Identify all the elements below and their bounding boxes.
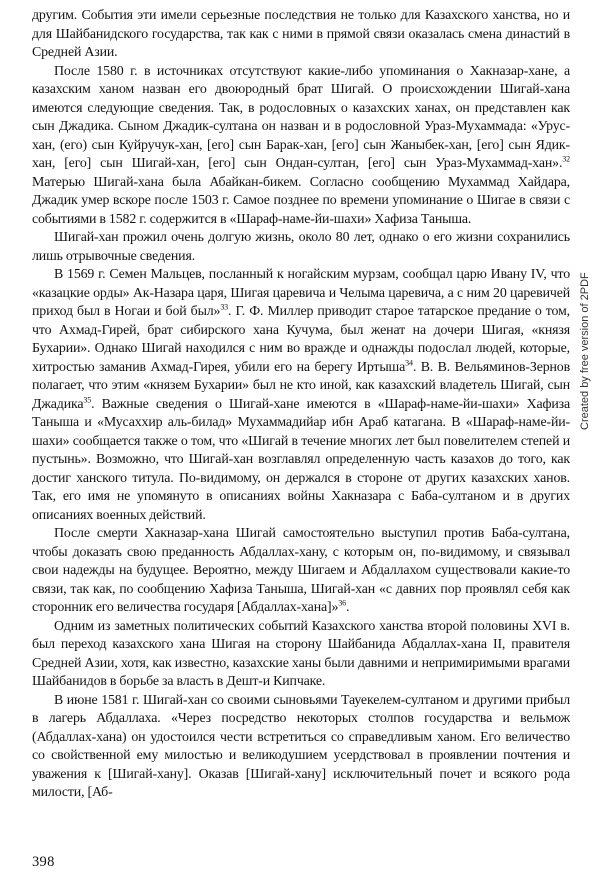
footnote-ref: 32 bbox=[562, 154, 570, 164]
body-text bbox=[32, 7, 570, 803]
paragraph-text: В 1569 г. Семен Мальцев, посланный к ногайским мурзам, сообщал царю Ивану IV, что «казацкие орды» Ак-Назара царя, Шигая царевича и Челыма царевича, а с ним 20 царевичей приход был в Ногаи и бой был» bbox=[32, 267, 570, 319]
paragraph bbox=[32, 618, 570, 692]
paragraph-text: . В. В. Вельяминов-Зернов полагает, что этим «князем Бухарии» был не кто иной, как казахский владетель Шигай, сын Джадика bbox=[32, 359, 570, 412]
paragraph-text: Матерью Шигай-хана была Абайкан-бикем. Согласно сообщению Мухаммад Хайдара, Джадик умер вскоре после 1503 г. Самое позднее по времени упоминание о Шигае в связи с событиями в 1582 г. содержится в «Шараф-наме-йи-шахи» Хафиза Таныша. bbox=[32, 174, 570, 227]
paragraph-text: Одним из заметных политических событий Казахского ханства второй половины XVI в. был переход казахского хана Шигая на сторону Шайбанида Абдаллах-хана II, правителя Средней Азии, хотя, как известно, казахские ханы были давними и непримиримыми врагами Шайбанидов в борьбе за власть в Дешт-и Кипчаке. bbox=[32, 618, 570, 689]
footnote-ref: 35 bbox=[83, 394, 92, 404]
paragraph-text: В июне 1581 г. Шигай-хан со своими сыновьями Тауекелем-султаном и другими прибыл в лагерь Абдаллаха. «Через посредство некоторых столпов государства и вельмож (Абдаллах-хана) он удостоился чести встретиться со справедливым ханом. Его величество со свойственной ему милостью и великодушием усердствовал в проявлении почтения и уважения к [Шигай-хану]. Оказав [Шигай-хану] исключительный почет и всякого рода милости, [Аб- bbox=[32, 692, 570, 800]
paragraph-text: . Важные сведения о Шигай-хане имеются в «Шараф-наме-йи-шахи» Хафиза Таныша и «Мусаххир аль-билад» Мухаммадийар ибн Араб катагана. В «Шараф-наме-йи-шахи» сообщается также о том, что «Шигай в течение многих лет был повелителем степей и пустынь». Возможно, что Шигай-хан возглавлял определенную часть казахов до того, как достиг ханского титула. По-видимому, он держался в стороне от других казахских ханов. Так, его имя не упомянуто в описаниях войны Хакназара с Баба-султаном и в других описаниях военных действий. bbox=[32, 396, 570, 523]
paragraph bbox=[32, 692, 570, 803]
paragraph-text: После 1580 г. в источниках отсутствуют какие-либо упоминания о Хакназар-хане, а казахским ханом назван его двоюродный брат Шигай. О происхождении Шигай-хана имеются следующие сведения. Так, в родословных о казахских ханах, он представлен как сын Джадика. Сыном Джадик-султана он назван и в родословной Ураз-Мухаммада: «Урус-хан, (его) сын Куйручук-хан, [его] сын Барак-хан, [его] сын Жаныбек-хан, [его] сын Ядик-хан, [его] сын Шигай-хан, [его] сын Ондан-султан, [его] сын Ураз-Мухаммад-хан». bbox=[32, 63, 570, 171]
paragraph-text: другим. События эти имели серьезные последствия не только для Казахского ханства, но и для Шайбанидского государства, так как с ними в прямой связи оказалась смена династий в Средней Азии. bbox=[32, 8, 570, 60]
paragraph-text: Шигай-хан прожил очень долгую жизнь, около 80 лет, однако о его жизни сохранились лишь отрывочные сведения. bbox=[32, 230, 570, 264]
paragraph-text: . Г. Ф. Миллер приводит старое татарское предание о том, что Ахмад-Гирей, брат сибирского хана Кучума, был женат на дочери Шигая, «князя Бухарии». Однако Шигай находился с ним во вражде и однажды подослал людей, которые, хитростью заманив Ахмад-Гирея, убили его на берегу Иртыша bbox=[32, 304, 570, 375]
watermark: Created by free version of 2PDF bbox=[579, 272, 591, 430]
paragraph-text: После смерти Хакназар-хана Шигай самостоятельно выступил против Баба-султана, чтобы доказать свою преданность Абдаллах-хану, с которым он, по-видимому, и связывал свои надежды на будущее. Вероятно, между Шигаем и Абдаллахом существовали какие-то связи, так как, по сообщению Хафиза Таныша, Шигай-хан «с давних пор проявлял себя как сторонник его величества государя [Абдаллах-хана]» bbox=[32, 526, 570, 615]
paragraph bbox=[32, 266, 570, 525]
footnote-ref: 36 bbox=[338, 598, 346, 608]
paragraph-text: . bbox=[345, 600, 350, 615]
paragraph bbox=[32, 7, 570, 63]
page-number: 398 bbox=[32, 854, 55, 870]
paragraph bbox=[32, 229, 570, 266]
footnote-ref: 33 bbox=[220, 302, 229, 312]
paragraph bbox=[32, 63, 570, 230]
footnote-ref: 34 bbox=[405, 357, 413, 367]
paragraph bbox=[32, 525, 570, 618]
